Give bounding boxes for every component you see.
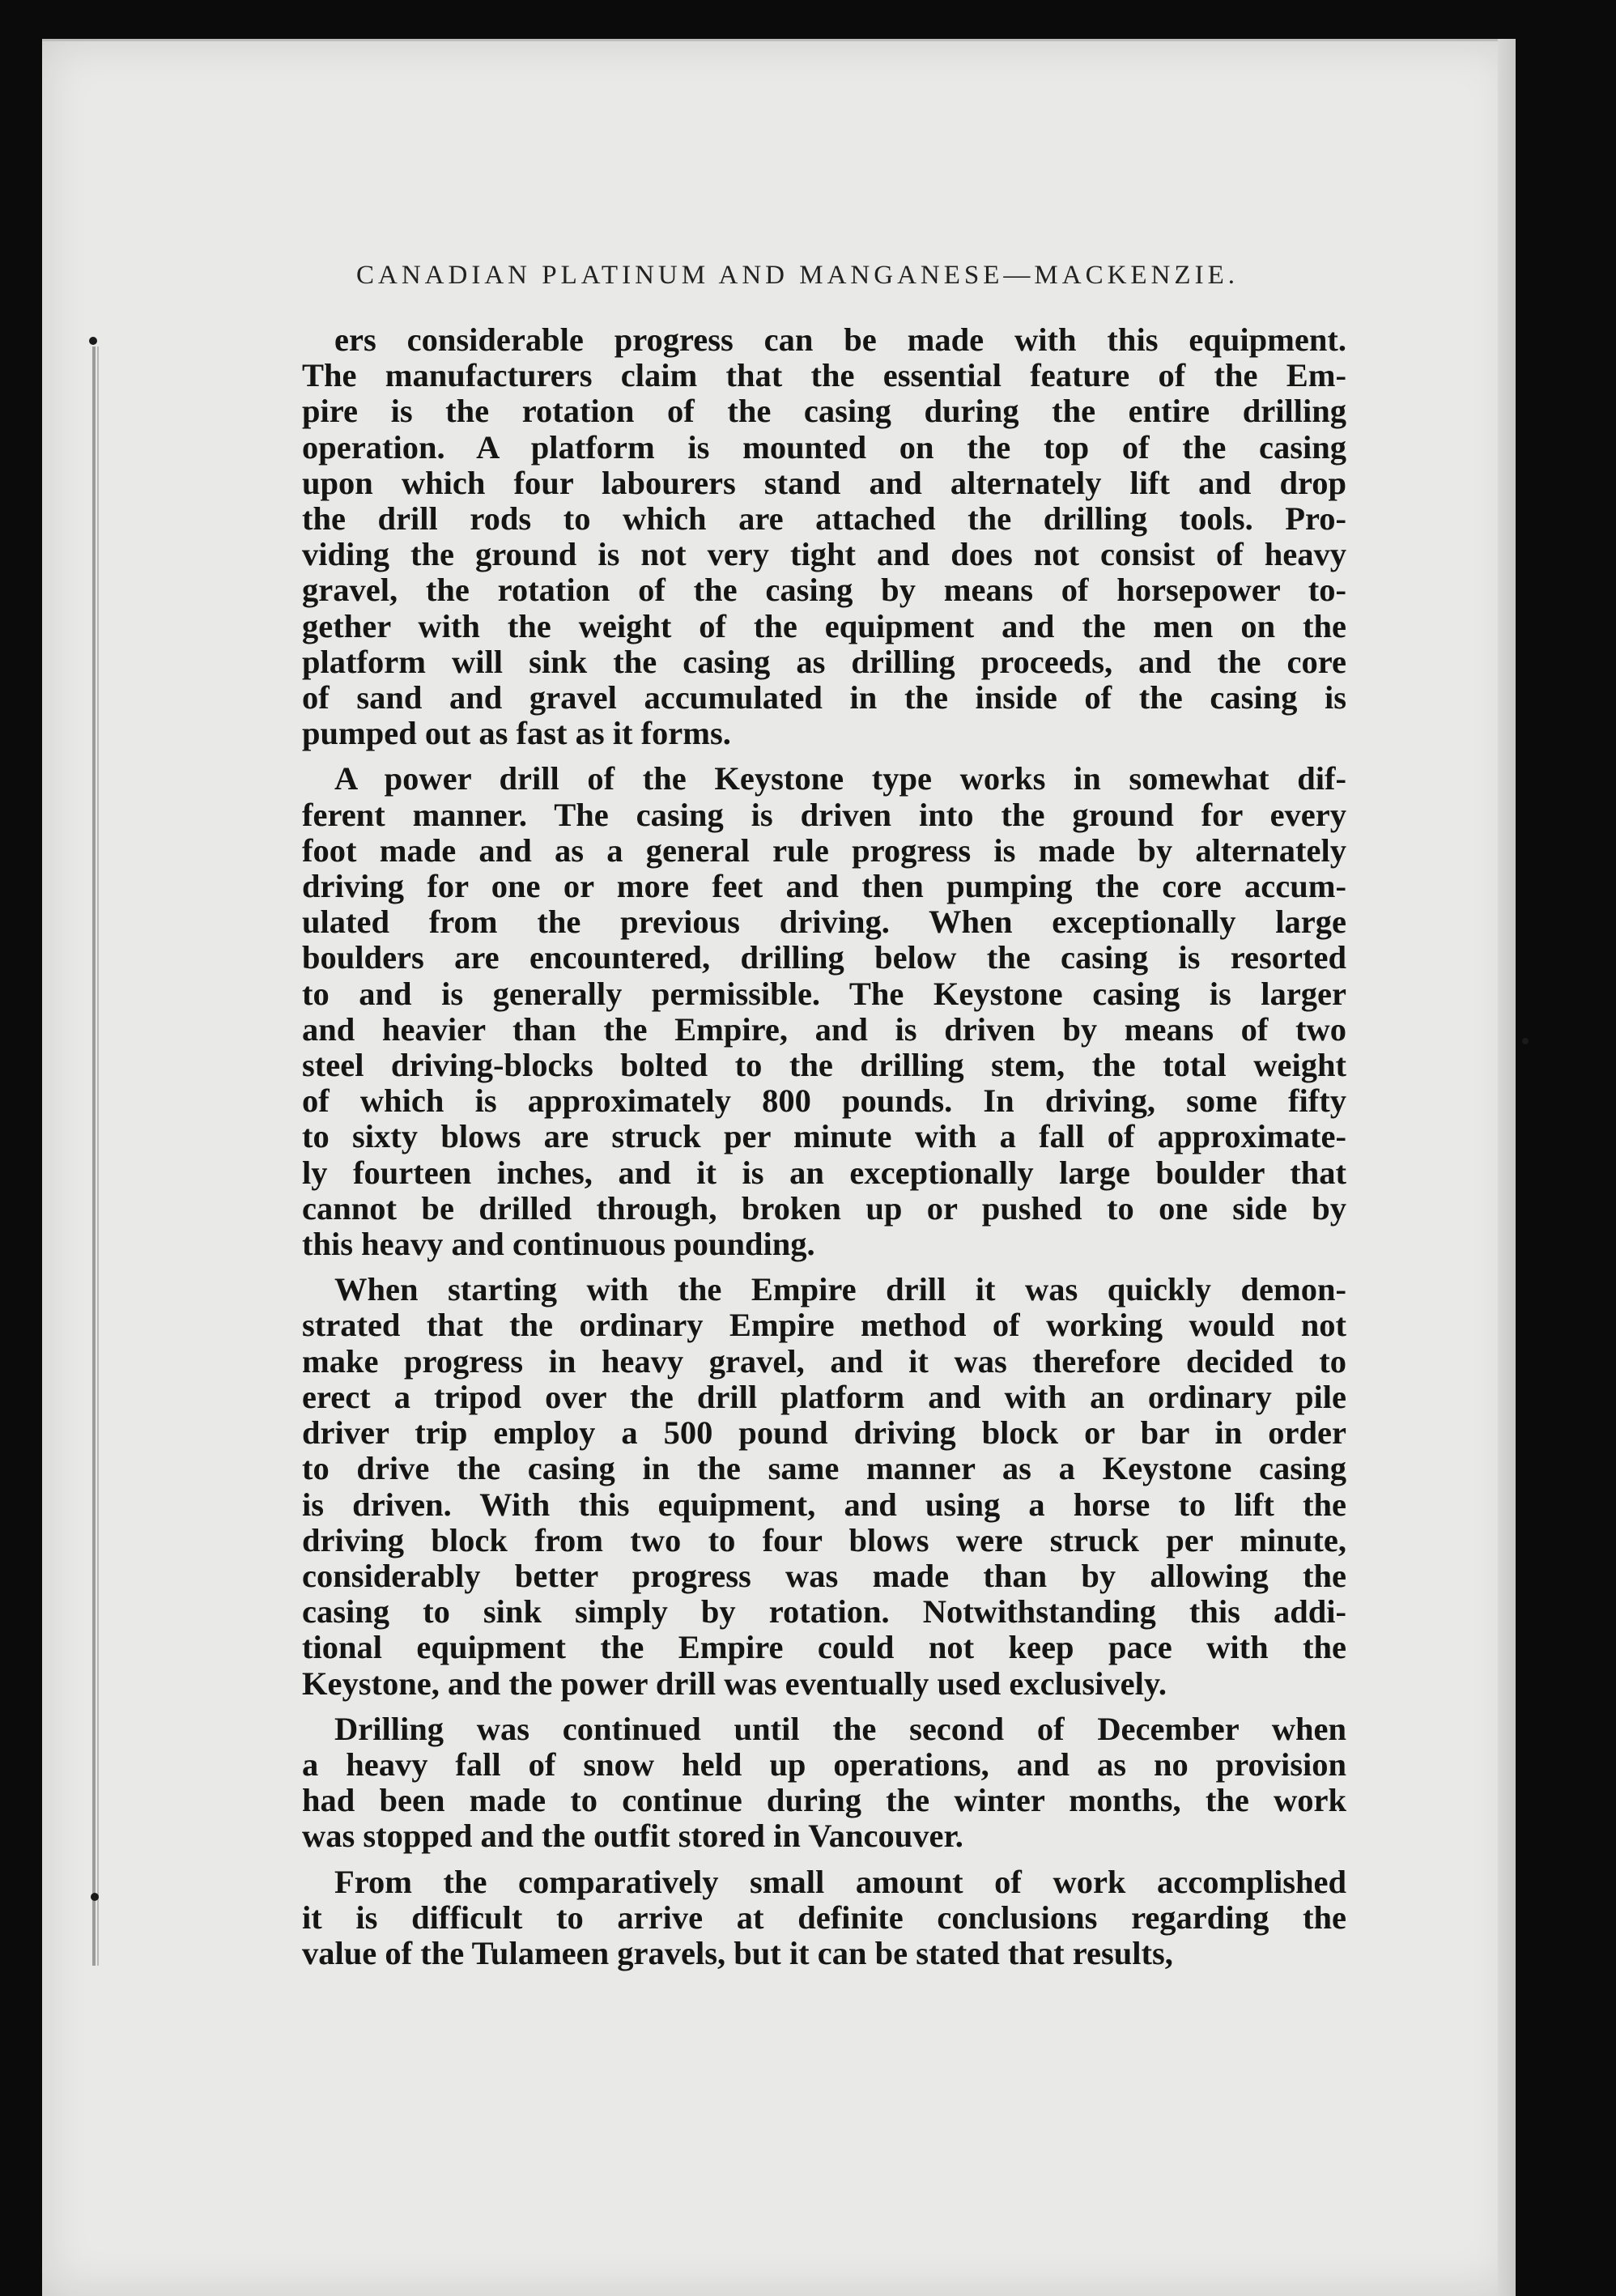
text-line: cannot be drilled through, broken up or pushed to one side by [302,1189,1346,1227]
paragraph [302,322,1346,751]
text-line: is driven. With this equipment, and using a horse to lift the [302,1486,1346,1523]
text-line: pire is the rotation of the casing during the entire drilling [302,393,1346,430]
text-line: strated that the ordinary Empire method of working would not [302,1307,1346,1344]
text-line: gether with the weight of the equipment and the men on the [302,607,1346,644]
text-line: Drilling was continued until the second of December when [334,1710,1346,1747]
text-line: From the comparatively small amount of work accomplished [334,1863,1346,1900]
text-line: When starting with the Empire drill it was quickly demon- [334,1271,1346,1308]
paragraph [302,1272,1346,1701]
paragraph [302,761,1346,1262]
page-top-edge [42,39,1516,41]
text-line: to sixty blows are struck per minute with a fall of approximate- [302,1118,1346,1155]
text-line: a heavy fall of snow held up operations, and as no provision [302,1745,1346,1783]
text-line: of which is approximately 800 pounds. In driving, some fifty [302,1082,1346,1120]
body-text [302,322,1346,1971]
margin-mark [1522,1038,1529,1044]
margin-mark [89,337,97,345]
text-line: Keystone, and the power drill was eventually used exclusively. [302,1665,1167,1702]
text-line: ferent manner. The casing is driven into the ground for every [302,796,1346,833]
text-line: it is difficult to arrive at definite conclusions regarding the [302,1898,1346,1936]
text-line: boulders are encountered, drilling below the casing is resorted [302,939,1346,976]
text-line: foot made and as a general rule progress is made by alternately [302,831,1346,869]
paragraph [302,1711,1346,1855]
text-line: value of the Tulameen gravels, but it can be stated that results, [302,1934,1173,1971]
text-line: the drill rods to which are attached the drilling tools. Pro- [302,500,1346,538]
text-line: viding the ground is not very tight and does not consist of heavy [302,536,1346,573]
text-line: A power drill of the Keystone type works in somewhat dif- [334,760,1346,797]
text-line: had been made to continue during the winter months, the work [302,1782,1346,1819]
text-line: of sand and gravel accumulated in the inside of the casing is [302,679,1346,716]
page-right-edge [1498,39,1516,2296]
text-line: to drive the casing in the same manner as a Keystone casing [302,1450,1346,1487]
text-line: gravel, the rotation of the casing by means of horsepower to- [302,572,1346,609]
text-line: ulated from the previous driving. When exceptionally large [302,904,1346,941]
text-line: this heavy and continuous pounding. [302,1226,815,1263]
text-line: tional equipment the Empire could not keep pace with the [302,1629,1346,1666]
text-line: driving block from two to four blows were struck per minute, [302,1521,1346,1558]
text-line: was stopped and the outfit stored in Vancouver. [302,1818,963,1855]
text-line: driving for one or more feet and then pumping the core accum- [302,868,1346,905]
text-line: make progress in heavy gravel, and it was therefore decided to [302,1342,1346,1380]
running-head: CANADIAN PLATINUM AND MANGANESE—MACKENZIE. [356,261,1239,290]
text-line: erect a tripod over the drill platform and with an ordinary pile [302,1378,1346,1415]
left-margin-rule-inner [97,347,99,1966]
text-line: ers considerable progress can be made with this equipment. [334,321,1346,358]
text-line: considerably better progress was made than by allowing the [302,1557,1346,1594]
text-line: operation. A platform is mounted on the top of the casing [302,428,1346,466]
text-line: driver trip employ a 500 pound driving block or bar in order [302,1414,1346,1452]
text-line: casing to sink simply by rotation. Notwithstanding this addi- [302,1593,1346,1631]
text-line: upon which four labourers stand and alternately lift and drop [302,464,1346,501]
text-line: ly fourteen inches, and it is an exceptionally large boulder that [302,1154,1346,1191]
text-line: pumped out as fast as it forms. [302,715,731,752]
text-line: The manufacturers claim that the essential feature of the Em- [302,357,1346,394]
margin-mark [91,1893,99,1901]
text-line: platform will sink the casing as drilling proceeds, and the core [302,643,1346,680]
text-line: and heavier than the Empire, and is driven by means of two [302,1010,1346,1048]
paragraph [302,1864,1346,1972]
text-line: to and is generally permissible. The Keystone casing is larger [302,975,1346,1012]
left-margin-rule [92,347,96,1966]
text-line: steel driving-blocks bolted to the drilling stem, the total weight [302,1047,1346,1084]
